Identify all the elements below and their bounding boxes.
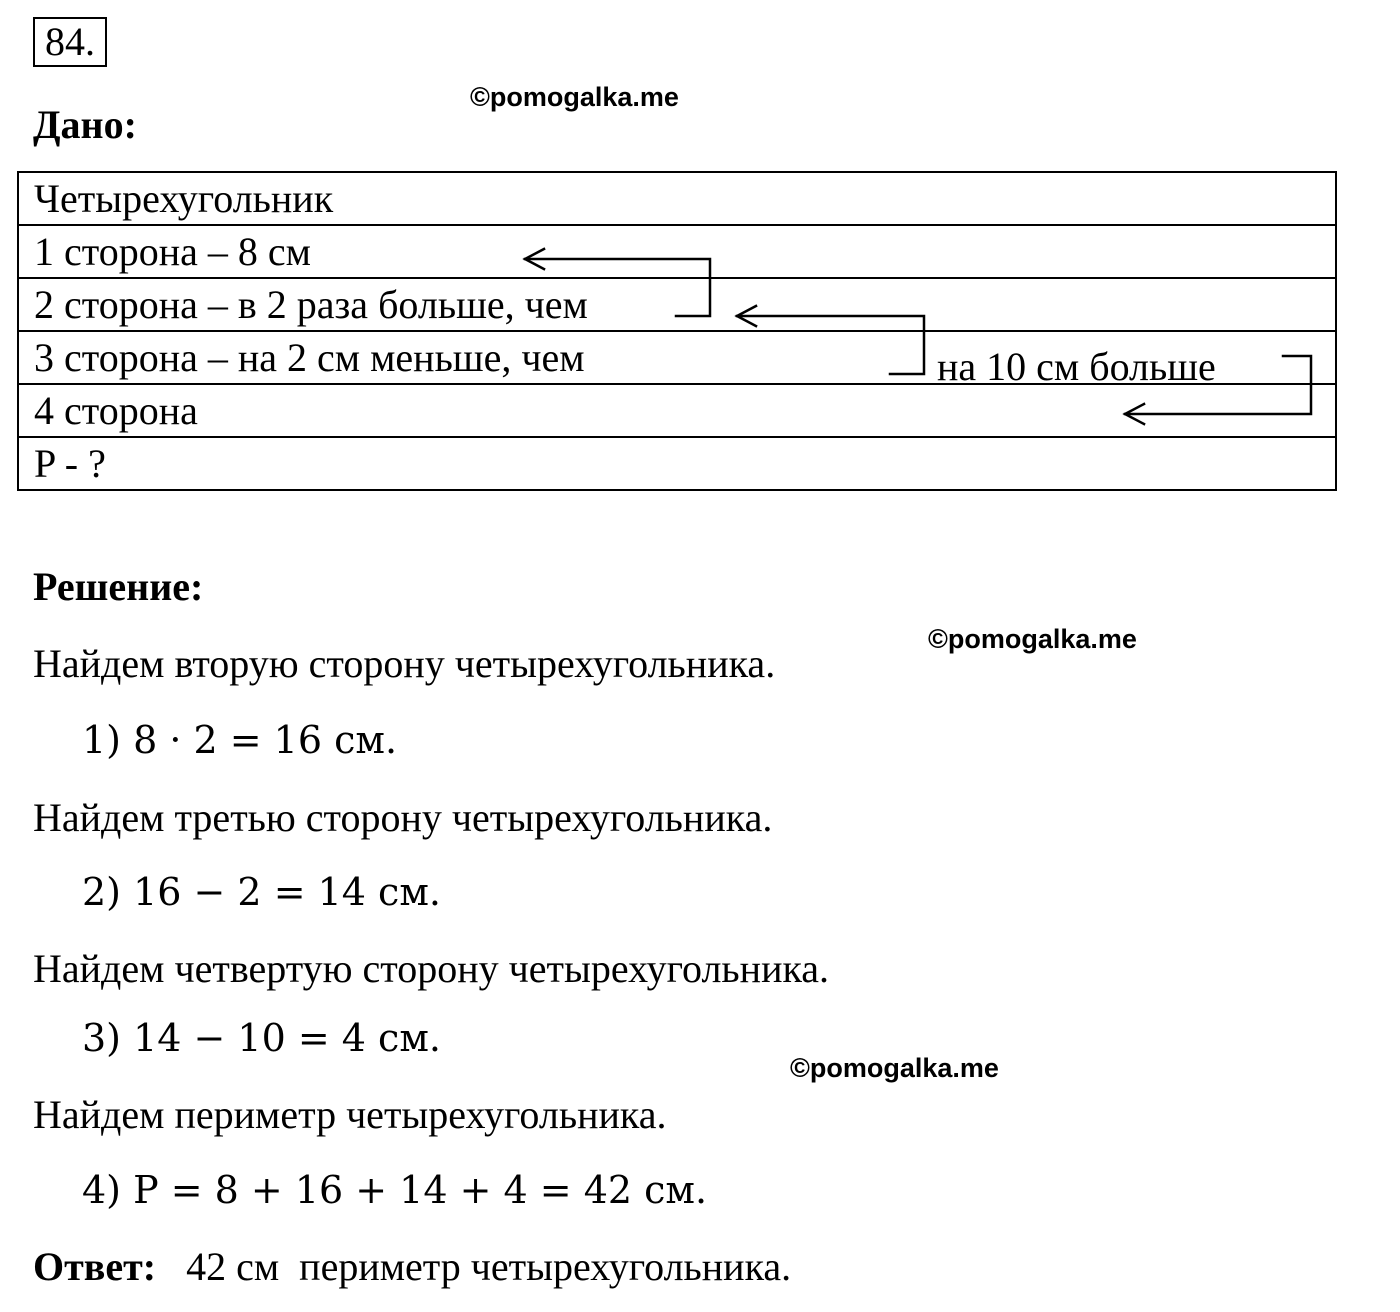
step-3-text: Найдем четвертую сторону четырехугольника. [33, 946, 830, 991]
solution-heading: Решение: [33, 564, 204, 609]
watermark: ©pomogalka.me [928, 624, 1137, 654]
answer-label: Ответ: [33, 1244, 157, 1289]
step-4-calc: 4) P = 8 + 16 + 14 + 4 = 42 см. [82, 1168, 708, 1212]
step-1-text: Найдем вторую сторону четырехугольника. [33, 641, 776, 686]
step-3-calc: 3) 14 − 10 = 4 см. [82, 1016, 441, 1060]
answer-text: 42 см периметр четырехугольника. [186, 1244, 792, 1289]
table-row [18, 172, 1336, 225]
given-row-side-1: 1 сторона – 8 см [18, 225, 1336, 278]
step-2-text: Найдем третью сторону четырехугольника. [33, 795, 773, 840]
relation-note: на 10 см больше [937, 344, 1216, 389]
watermark: ©pomogalka.me [790, 1053, 999, 1083]
step-2-calc: 2) 16 − 2 = 14 см. [82, 870, 441, 914]
table-row [18, 437, 1336, 490]
given-row-side-3: 3 сторона – на 2 см меньше, чем [18, 331, 1336, 384]
task-number: 84. [33, 17, 107, 67]
given-table [17, 171, 1337, 491]
step-1-calc: 1) 8 · 2 = 16 см. [82, 718, 398, 762]
given-row-side-4: 4 сторона [18, 384, 1336, 437]
step-4-text: Найдем периметр четырехугольника. [33, 1092, 667, 1137]
table-row [18, 225, 1336, 278]
watermark: ©pomogalka.me [470, 82, 679, 112]
given-row-perimeter: P - ? [18, 437, 1336, 490]
given-row-side-2: 2 сторона – в 2 раза больше, чем [18, 278, 1336, 331]
given-heading: Дано: [33, 102, 137, 147]
given-row-figure: Четырехугольник [18, 172, 1336, 225]
answer-line [33, 1244, 791, 1290]
table-row [18, 278, 1336, 331]
table-row [18, 384, 1336, 437]
